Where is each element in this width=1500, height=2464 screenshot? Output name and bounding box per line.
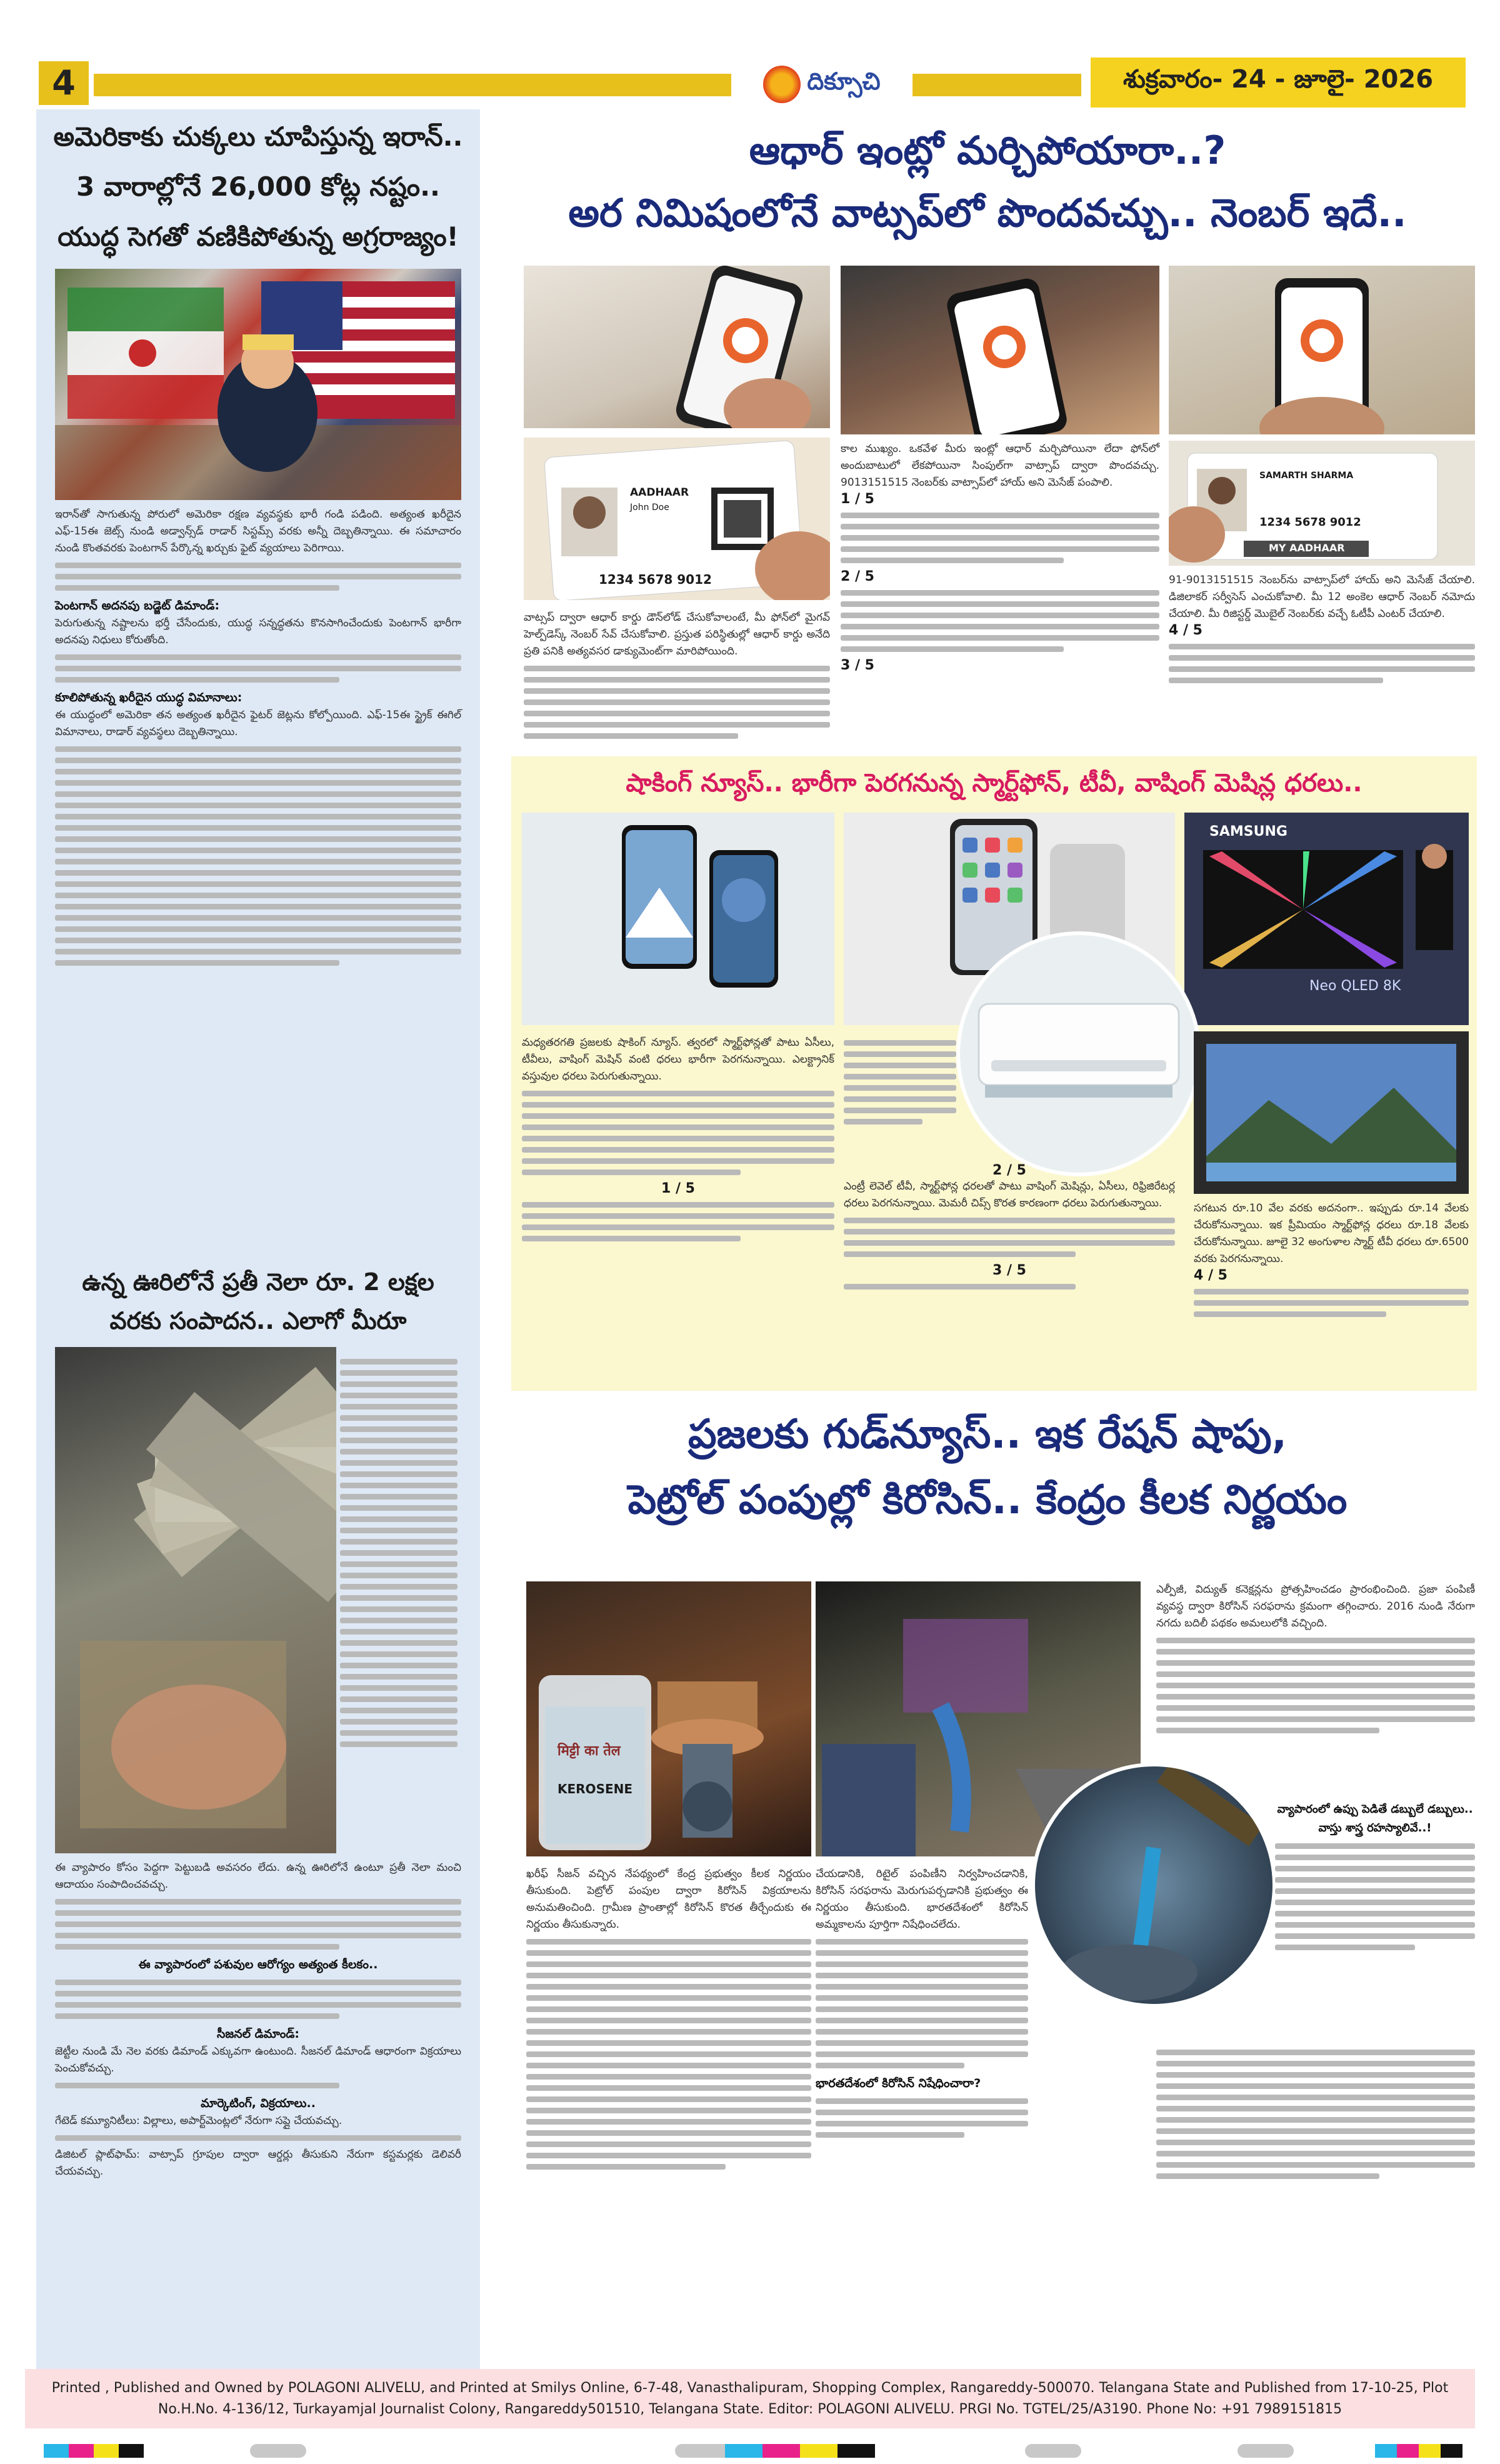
prices-col1 [522, 1034, 834, 1247]
aadhaar-col3-text: 91-9013151515 నెంబర్‌ను వాట్సాప్‌లో హాయ్ అని మెసేజ్ చేయాలి. డిజిలాకర్ సర్వీసెస్ ఎంచుకోవాలి. మీ 12 అంకెల ఆధార్ నెంబర్ నమోదు చేయాలి. మీ రిజిస్టర్డ్ మొబైల్ నెంబర్‌కు వచ్చే ఓటీపీ ఎంటర్ చేయాలి. [1169, 574, 1475, 620]
text-line [526, 2096, 811, 2102]
text-line [844, 1074, 956, 1079]
aadhaar-headline-1: ఆధార్ ఇంట్లో మర్చిపోయారా..? [749, 128, 1226, 173]
text-line [1275, 1866, 1475, 1871]
text-line [841, 513, 1159, 518]
text-line [526, 1961, 811, 1967]
text-line [55, 2083, 339, 2088]
header-rule-right [912, 74, 1081, 96]
text-line [340, 1393, 458, 1398]
text-line [1156, 2072, 1475, 2078]
text-line [522, 1158, 834, 1164]
text-line [526, 2040, 811, 2046]
text-line [526, 1973, 811, 1978]
text-line [1275, 1922, 1475, 1928]
text-line [526, 2141, 811, 2147]
text-line [55, 574, 461, 579]
text-line [340, 1719, 458, 1725]
text-line [340, 1539, 458, 1545]
text-line [340, 1629, 458, 1635]
phone-hand-illustration-2 [1169, 266, 1475, 434]
text-line [1169, 655, 1475, 661]
left-paragraph-2: పెరుగుతున్న నష్టాలను భర్తీ చేసేందుకు, యుద్ధ సన్నద్ధతను కొనసాగించేందుకు పెంటగాన్ భారీగా అదనపు నిధులు కోరుతోంది. [55, 617, 461, 646]
aadhaar-col1-text: వాట్సప్ ద్వారా ఆధార్ కార్డు డౌన్‌లోడ్ చేసుకోవాలంటే, మీ ఫోన్‌లో మైగవ్ హెల్ప్‌డెస్క్ నెంబర్ సేవ్ చేసుకోవాలి. ప్రస్తుత పరిస్థితుల్లో ఆధార్ కార్డు అనేది ప్రతి పనికి అత్యవసర డాక్యుమెంట్‌గా మారిపోయింది. [524, 611, 830, 658]
text-line [55, 758, 461, 763]
text-line [55, 1991, 461, 1996]
phone-hand-illustration [841, 266, 1159, 434]
text-line [55, 2002, 461, 2008]
text-line [841, 535, 1159, 541]
card2-number: 1234 5678 9012 [1259, 516, 1361, 529]
text-line [844, 1119, 922, 1124]
text-line [1156, 1660, 1475, 1666]
text-line [524, 733, 738, 739]
text-line [844, 1096, 956, 1102]
text-line [1156, 2162, 1475, 2168]
left-subhead-3: ఈ వ్యాపారంలో పశువుల ఆరోగ్యం అత్యంత కీలకం.. [138, 1958, 378, 1971]
text-line [526, 2108, 811, 2113]
prices-col1-text: మధ్యతరగతి ప్రజలకు షాకింగ్ న్యూస్. త్వరలో స్మార్ట్‌ఫోన్లతో పాటు ఏసీలు, టీవీలు, వాషింగ్ మెషిన్ వంటి ధరలు భారీగా పెరగనున్నాయి. ఎలక్ట్రానిక్ వస్తువుల ధరలు పెరుగుతున్నాయి. [522, 1036, 834, 1083]
text-line [526, 1984, 811, 1990]
vastu-side-article [1275, 1800, 1475, 1956]
text-line [55, 1933, 461, 1938]
text-line [55, 1980, 461, 1985]
text-line [1156, 1683, 1475, 1688]
color-registration-bar-center [725, 2444, 875, 2458]
aadhaar-card-image [524, 438, 830, 600]
text-line [55, 893, 461, 898]
text-line [1275, 1843, 1475, 1849]
text-line [55, 859, 461, 864]
text-line [841, 624, 1159, 629]
text-line [816, 1995, 1028, 2001]
issue-date: శుక్రవారం- 24 - జూలై- 2026 [1091, 58, 1466, 108]
text-line [340, 1494, 458, 1500]
vastu-headline: వ్యాపారంలో ఉప్పు పెడితే డబ్బులే డబ్బులు.. వాస్తు శాస్త్ర రహస్యాలివే..! [1277, 1803, 1473, 1835]
text-line [55, 1944, 339, 1950]
ration-col3-text: ఎల్పీజీ, విద్యుత్ కనెక్షన్లను ప్రోత్సహించడం ప్రారంభించింది. ప్రజా పంపిణీ వ్యవస్థ ద్వారా కిరోసిన్ సరఫరాను క్రమంగా తగ్గించారు. 2016 నుండి నేరుగా నగదు బదిలీ పథకం అమలులోకి వచ్చింది. [1156, 1583, 1475, 1630]
text-line [55, 1910, 461, 1916]
text-line [1156, 2140, 1475, 2145]
card-name: John Doe [630, 503, 669, 513]
text-line [526, 1995, 811, 2001]
text-line [1156, 1694, 1475, 1700]
text-line [55, 1899, 461, 1905]
page-number: 4 [39, 61, 89, 105]
text-line [340, 1460, 458, 1466]
text-line [55, 814, 461, 819]
text-line [340, 1741, 458, 1747]
ration-col3-bottom [1156, 2044, 1475, 2185]
text-line [1275, 1855, 1475, 1860]
text-line [526, 2018, 811, 2023]
text-line [1156, 2151, 1475, 2156]
text-line [55, 949, 461, 954]
text-line [55, 791, 461, 797]
text-line [841, 601, 1159, 607]
text-line [340, 1516, 458, 1522]
ration-headline-2: పెట్రోల్ పంపుల్లో కిరోసిన్.. కేంద్రం కీలక నిర్ణయం [628, 1477, 1348, 1523]
text-line [340, 1573, 458, 1578]
text-line [522, 1124, 834, 1130]
text-line [522, 1147, 834, 1153]
left-subhead-2: కూలిపోతున్న ఖరీదైన యుద్ధ విమానాలు: [55, 691, 242, 704]
text-line [340, 1426, 458, 1432]
text-line [526, 2006, 811, 2012]
text-line [816, 2006, 1028, 2012]
text-line [1275, 1877, 1475, 1883]
text-line [526, 2074, 811, 2080]
ac-illustration [960, 935, 1198, 1173]
text-line [1275, 1911, 1475, 1916]
text-line [55, 960, 339, 966]
prices-col3-text: సగటున రూ.10 వేల వరకు అదనంగా.. ఇప్పుడు రూ.14 వేలకు చేరుకోనున్నాయి. ఇక ప్రీమియం స్మార్ట్‌ఫోన్ల ధరలు రూ.18 వేలకు చేరుకోనున్నాయి. జూలై 32 అంగుళాల స్మార్ట్ టీవీ ధరలు రూ.6500 వరకు పెరగనున్నాయి. [1194, 1202, 1469, 1265]
text-line [841, 546, 1159, 552]
text-line [340, 1370, 458, 1376]
text-line [55, 926, 461, 932]
text-line [1156, 2106, 1475, 2111]
text-line [340, 1696, 458, 1702]
text-line [55, 563, 461, 568]
text-line [340, 1685, 458, 1691]
text-line [55, 769, 461, 774]
text-line [1156, 1705, 1475, 1711]
text-line [816, 1973, 1028, 1978]
text-line [55, 870, 461, 876]
text-line [1156, 1649, 1475, 1655]
text-line [844, 1051, 956, 1057]
card-title: AADHAAR [630, 486, 689, 499]
prices-col2-top [844, 1034, 956, 1130]
text-line [841, 646, 1064, 652]
kerosene-can-image [526, 1581, 811, 1856]
text-line [522, 1136, 834, 1141]
left-paragraph-7: డిజిటల్ ప్లాట్‌ఫామ్: వాట్సాప్ గ్రూపుల ద్వారా ఆర్డర్లు తీసుకుని నేరుగా కస్టమర్లకు డెలివరీ చేయవచ్చు. [55, 2148, 461, 2178]
left-paragraph-4: ఈ వ్యాపారం కోసం పెద్దగా పెట్టుబడి అవసరం లేదు. ఉన్న ఊరిలోనే ఉంటూ ప్రతీ నెలా మంచి ఆదాయం సంపాదించవచ్చు. [55, 1861, 461, 1891]
text-line [340, 1663, 458, 1668]
text-line [816, 1984, 1028, 1990]
text-line [1156, 2050, 1475, 2055]
text-line [844, 1085, 956, 1091]
can-label-hindi: मिट्टी का तेल [558, 1743, 621, 1759]
text-line [816, 2063, 964, 2068]
prices-col3 [1194, 1200, 1469, 1323]
iran-usa-flags-image [55, 269, 461, 500]
text-line [844, 1284, 1076, 1290]
text-line [1156, 2095, 1475, 2100]
nozzle-illustration [1035, 1766, 1272, 2004]
text-line [340, 1381, 458, 1387]
aadhaar-headline-2: అర నిమిషంలోనే వాట్సప్‌లో పొందవచ్చు.. నెంబర్ ఇదే.. [568, 190, 1407, 236]
text-line [526, 1950, 811, 1956]
my-aadhaar-card-image [1169, 441, 1475, 566]
compass-sun-icon [763, 66, 801, 103]
text-line [340, 1550, 458, 1556]
text-line [55, 746, 461, 752]
text-line [340, 1528, 458, 1533]
prices-step-4: 4 / 5 [1194, 1268, 1228, 1283]
ration-col2 [816, 1866, 1028, 2143]
aadhaar-step-1: 1 / 5 [841, 491, 874, 507]
text-line [526, 2153, 811, 2158]
text-line [1275, 1900, 1475, 1905]
text-line [55, 904, 461, 909]
text-line [55, 836, 461, 842]
fuel-nozzle-image [1031, 1763, 1276, 2008]
text-line [55, 915, 461, 921]
aadhaar-step-4: 4 / 5 [1169, 623, 1202, 638]
phone-aadhaar-app-image-2 [841, 266, 1159, 434]
text-line [340, 1674, 458, 1680]
text-line [340, 1730, 458, 1736]
smartphones-illustration [522, 813, 834, 1025]
text-line [55, 2135, 461, 2141]
text-line [816, 2110, 1028, 2115]
text-line [841, 635, 1159, 641]
text-line [340, 1606, 458, 1612]
text-line [844, 1251, 1076, 1257]
logo-text: దిక్సూచి [807, 68, 881, 95]
text-line [841, 524, 1159, 529]
landscape-tv-illustration [1194, 1031, 1469, 1194]
text-line [844, 1108, 956, 1113]
text-line [844, 1063, 956, 1068]
text-line [340, 1438, 458, 1443]
text-line [844, 1040, 956, 1046]
text-line [1275, 1945, 1415, 1950]
text-line [340, 1618, 458, 1623]
text-line [841, 590, 1159, 596]
text-line [340, 1449, 458, 1455]
text-line [55, 666, 461, 671]
aadhaar-col1 [524, 609, 830, 744]
text-line [816, 2098, 1028, 2104]
text-line [524, 688, 830, 694]
text-line [522, 1224, 834, 1230]
text-line [522, 1169, 741, 1175]
text-line [816, 2040, 1028, 2046]
text-line [55, 881, 461, 887]
text-line [526, 2063, 811, 2068]
text-line [1275, 1888, 1475, 1894]
ration-subhead: భారతదేశంలో కిరోసిన్ నిషేధించారా? [816, 2076, 981, 2090]
left-subhead-5: మార్కెటింగ్, విక్రయాలు.. [201, 2096, 316, 2110]
left-paragraph-6: గేటెడ్ కమ్యూనిటీలు: విల్లాలు, అపార్ట్‌మెంట్లలో నేరుగా సప్లై చేయవచ్చు. [55, 2115, 342, 2127]
registration-pill [1025, 2444, 1081, 2458]
text-line [526, 2119, 811, 2125]
text-line [55, 585, 339, 591]
text-line [340, 1404, 458, 1410]
air-conditioner-image [956, 931, 1201, 1176]
text-line [841, 613, 1159, 618]
text-line [340, 1595, 458, 1601]
text-line [340, 1359, 458, 1365]
color-registration-bar-left [44, 2444, 144, 2458]
text-line [55, 848, 461, 853]
text-line [816, 2051, 1028, 2057]
ration-col1-text: ఖరీఫ్ సీజన్ వచ్చిన నేపథ్యంలో కేంద్ర ప్రభుత్వం కీలక నిర్ణయం తీసుకుంది. పెట్రోల్ పంపుల ద్వారా కిరోసిన్ విక్రయాలను అనుమతించింది. గ్రామీణ ప్రాంతాల్లో కిరోసిన్ కొరత తీర్చేందుకు ఈ నిర్ణయం తీసుకున్నారు. [526, 1868, 811, 1931]
text-line [816, 2121, 1028, 2126]
ration-headline-1: ప్రజలకు గుడ్‌న్యూస్.. ఇక రేషన్ షాపు, [688, 1411, 1287, 1458]
smartphone-image [522, 813, 834, 1025]
prices-col2-text: ఎంట్రీ లెవెల్ టీవీ, స్మార్ట్‌ఫోన్ల ధరలతో పాటు వాషింగ్ మెషిన్లు, ఏసీలు, రిఫ్రిజిరేటర్ల ధరలు పెరగనున్నాయి. మెమరీ చిప్స్ కొరత కారణంగా ధరలు పెరుగుతున్నాయి. [844, 1180, 1175, 1209]
text-line [1156, 2083, 1475, 2089]
text-line [340, 1505, 458, 1511]
header-rule-left [94, 74, 731, 96]
card2-label: MY AADHAAR [1269, 542, 1345, 554]
aadhaar-col2 [841, 441, 1159, 673]
footer-line-2: No.H.No. 4-136/12, Turkayamjal Journalist Colony, Rangareddy501510, Telangana State. Editor: POLAGONI ALIVELU. PRGI No. TGTEL/25/A3190. Phone No: +91 7989151815 [158, 2401, 1342, 2417]
left-headline-2: ఉన్న ఊరిలోనే ప్రతీ నెలా రూ. 2 లక్షల వరకు సంపాదన.. ఎలాగో మీరూ [82, 1268, 434, 1335]
text-line [524, 722, 830, 728]
phone-illustration [524, 266, 830, 428]
text-line [55, 780, 461, 786]
text-line [526, 2029, 811, 2035]
text-line [1275, 1933, 1475, 1939]
phone-aadhaar-app-image-3 [1169, 266, 1475, 434]
text-line [522, 1202, 834, 1208]
text-line [1194, 1300, 1469, 1306]
aadhaar-step-3: 3 / 5 [841, 658, 874, 673]
text-line [524, 711, 830, 716]
prices-step-1: 1 / 5 [661, 1181, 695, 1196]
text-line [1156, 2173, 1379, 2179]
text-line [816, 2029, 1028, 2035]
registration-pill [675, 2444, 731, 2458]
aadhaar-step-2: 2 / 5 [841, 569, 874, 584]
text-line [55, 2013, 339, 2019]
ration-col1 [526, 1866, 811, 2175]
text-line [526, 2130, 811, 2136]
kerosene-can-illustration [526, 1581, 811, 1856]
text-line [1156, 2128, 1475, 2134]
phone-aadhaar-app-image-1 [524, 266, 830, 428]
text-line [816, 2132, 964, 2138]
tv-model: Neo QLED 8K [1309, 978, 1401, 994]
text-line [340, 1561, 458, 1567]
text-line [1156, 2061, 1475, 2066]
flags-illustration [55, 269, 461, 500]
text-line [816, 1950, 1028, 1956]
text-line [844, 1240, 1175, 1246]
text-line [340, 1415, 458, 1421]
left-column [36, 109, 480, 2372]
text-line [522, 1113, 834, 1119]
registration-pill [250, 2444, 306, 2458]
text-line [844, 1218, 1175, 1223]
text-line [526, 2164, 726, 2170]
text-line [526, 2085, 811, 2091]
text-line [1156, 2117, 1475, 2123]
left-headline: అమెరికాకు చుక్కలు చూపిస్తున్న ఇరాన్.. 3 వారాల్లోనే 26,000 కోట్ల నష్టం.. యుద్ధ సెగతో వణికిపోతున్న అగ్రరాజ్యం! [53, 121, 463, 252]
text-line [1156, 1716, 1475, 1722]
prices-step-3: 3 / 5 [992, 1263, 1026, 1278]
text-line [340, 1584, 458, 1590]
text-line [340, 1483, 458, 1488]
prices-headline: షాకింగ్ న్యూస్.. భారీగా పెరగనున్న స్మార్ట్‌ఫోన్, టీవీ, వాషింగ్ మెషిన్ల ధరలు.. [626, 769, 1362, 798]
aadhaar-col3 [1169, 572, 1475, 689]
left-subhead-4: సీజనల్ డిమాండ్: [217, 2027, 299, 2041]
text-line [522, 1213, 834, 1219]
ration-col2-text: చేయడానికి, రిటైల్ పంపిణీని నిర్వహించడానికి, కిరోసిన్ సరఫరాను మెరుగుపర్చడానికి ప్రభుత్వం ఈ నిర్ణయం తీసుకుంది. భారతదేశంలో కిరోసిన్ అమ్మకాలను పూర్తిగా నిషేధించలేదు. [816, 1868, 1028, 1931]
text-line [1169, 678, 1383, 683]
left-paragraph-3: ఈ యుద్ధంలో అమెరికా తన అత్యంత ఖరీదైన ఫైటర్ జెట్లను కోల్పోయింది. ఎఫ్-15ఈ స్ట్రైక్ ఈగిల్ విమానాలు, రాడార్ వ్యవస్థలు దెబ్బతిన్నాయి. [55, 709, 461, 738]
left-paragraph-1: ఇరాన్‌తో సాగుతున్న పోరులో అమెరికా రక్షణ వ్యవస్థకు భారీ గండి పడింది. అత్యంత ఖరీదైన ఎఫ్-15ఈ జెట్స్ నుండి అడ్వాన్స్‌డ్ రాడార్ సిస్టమ్స్ వరకు అన్నీ దెబ్బతిన్నాయి. ఈ సమాచారం నుండి కొంతవరకు పెంటగాన్ పేర్కొన్న ఖర్చుకు ఫైట్ వ్యయాలు పెరిగాయి. [55, 508, 461, 554]
registration-pill [1238, 2444, 1294, 2458]
text-line [55, 803, 461, 808]
card2-name: SAMARTH SHARMA [1259, 471, 1354, 481]
can-label-english: KEROSENE [558, 1781, 633, 1796]
text-line [522, 1091, 834, 1096]
text-line [524, 677, 830, 683]
text-line [816, 2018, 1028, 2023]
text-line [340, 1708, 458, 1713]
left-subhead-1: పెంటగాన్ అదనపు బడ్జెట్ డిమాండ్: [55, 599, 220, 613]
color-registration-bar-right [1375, 2444, 1462, 2458]
aadhaar-col2-text: కాల ముఖ్యం. ఒకవేళ మీరు ఇంట్లో ఆధార్ మర్చిపోయినా లేదా ఫోన్‌లో అందుబాటులో లేకపోయినా సింపుల్‌గా వాట్సాప్ ద్వారా పొందవచ్చు. 9013151515 నెంబర్‌కు వాట్సాప్‌లో హాయ్ అని మెసేజ్ పంపాలి. [841, 443, 1159, 489]
tv-brand: SAMSUNG [1209, 824, 1288, 839]
text-line [1194, 1311, 1386, 1317]
text-line [340, 1651, 458, 1657]
text-line [1156, 1728, 1379, 1733]
text-line [522, 1102, 834, 1108]
text-line [1169, 644, 1475, 649]
landscape-tv-image [1194, 1031, 1469, 1194]
text-line [55, 654, 461, 660]
prices-col2 [844, 1163, 1175, 1295]
left-paragraph-5: జెట్టీల నుండి మే నెల వరకు డిమాండ్ ఎక్కువగా ఉంటుంది. సీజనల్ డిమాండ్ ఆధారంగా విక్రయాలు పెంచుకోవచ్చు. [55, 2045, 461, 2075]
footer-line-1: Printed , Published and Owned by POLAGONI ALIVELU, and Printed at Smilys Online, 6-7-48, Vanasthalipuram, Shopping Complex, Rangareddy-500070. Telangana State and Published from 17-10-25, Plot [51, 2380, 1449, 2396]
text-line [524, 666, 830, 671]
text-line [841, 558, 1064, 563]
text-line [1156, 1671, 1475, 1677]
text-line [55, 677, 339, 683]
card-number: 1234 5678 9012 [599, 572, 712, 587]
text-line [816, 1961, 1028, 1967]
text-line [340, 1471, 458, 1477]
ration-col3 [1156, 1581, 1475, 1739]
prices-step-2: 2 / 5 [992, 1163, 1026, 1178]
text-line [55, 938, 461, 943]
samsung-tv-image [1184, 813, 1469, 1025]
text-line [522, 1236, 741, 1241]
text-line [1156, 1638, 1475, 1643]
text-line [1194, 1289, 1469, 1295]
text-line [526, 2051, 811, 2057]
text-line [816, 1939, 1028, 1945]
text-line [55, 1921, 461, 1927]
print-line-footer [25, 2369, 1475, 2428]
text-line [55, 825, 461, 831]
text-line [1169, 666, 1475, 672]
text-line [844, 1229, 1175, 1235]
text-line [340, 1640, 458, 1646]
text-line [524, 699, 830, 705]
masthead-logo [741, 56, 903, 113]
text-line [526, 1939, 811, 1945]
